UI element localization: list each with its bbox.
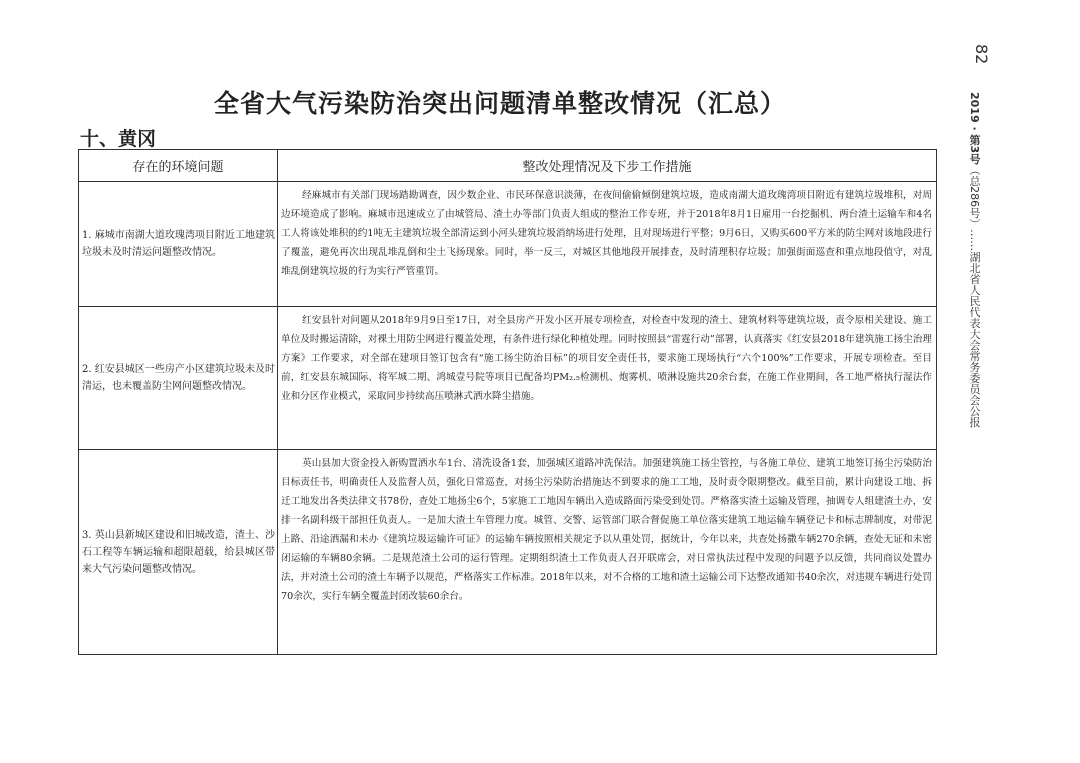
leader-dots: …… — [968, 229, 981, 252]
page-number: 82 — [972, 44, 991, 65]
measure-text: 英山县加大资金投入新购置洒水车1台、清洗设备1套，加强城区道路冲洗保洁。加强建筑施工扬尘管控，与各施工单位、建筑工地签订扬尘污染防治目标责任书，明确责任人及监督人员，强化日常巡查，对扬尘污染防治措施达不到要求的施工工地，及时责令限期整改。截至目前，累计向建设工地、拆迁工地发出各类法律文书78份，查处工地扬尘6个，5家施工工地因车辆出入造成路面污染受到处罚。严格落实渣土运输及管理，抽调专人组建渣土办，安排一名副科级干部担任负责人。一是加大渣土车管理力度。城管、交警、运管部门联合督促施工单位落实建筑工地运输车辆登记卡和标志牌制度，对带泥上路、沿途洒漏和未办《建筑垃圾运输许可证》的运输车辆按照相关规定予以从重处罚，据统计，今年以来，共查处扬撒车辆270余辆，查处无证和未密闭运输的车辆80余辆。二是规范渣土公司的运行管理。定期组织渣土工作负责人召开联席会，对日常执法过程中发现的问题予以反馈，共同商议处置办法，并对渣土公司的渣土车辆予以规范，严格落实工作标准。2018年以来，对不合格的工地和渣土运输公司下达整改通知书40余次，对违规车辆进行处罚70余次，实行车辆全覆盖封闭改装60余台。 — [281, 458, 932, 602]
measure-cell — [278, 307, 937, 450]
issue-label: 2019 · 第3号 — [968, 92, 981, 165]
header-measure: 整改处理情况及下步工作措施 — [278, 150, 937, 182]
issue-cell: 2. 红安县城区一些房产小区建筑垃圾未及时清运，也未覆盖防尘网问题整改情况。 — [79, 307, 278, 450]
table-header-row — [79, 150, 937, 182]
issue-total: （总286号） — [968, 164, 981, 230]
measure-cell — [278, 450, 937, 655]
table-row — [79, 182, 937, 307]
section-heading: 十、黄冈 — [80, 128, 157, 150]
issues-table — [78, 149, 937, 655]
header-issue: 存在的环境问题 — [79, 150, 278, 182]
measure-cell — [278, 182, 937, 307]
journal-name: 湖北省人民代表大会常务委员会公报 — [968, 251, 981, 428]
measure-text: 经麻城市有关部门现场踏勘调查，因少数企业、市民环保意识淡薄，在夜间偷偷倾倒建筑垃圾，造成南湖大道玫瑰湾项目附近有建筑垃圾堆积，对周边环境造成了影响。麻城市迅速成立了由城管局、渣土办等部门负责人组成的整治工作专班，并于2018年8月1日雇用一台挖掘机、两台渣土运输车和4名工人将该处堆积的约1吨无主建筑垃圾全部清运到小河头建筑垃圾消纳场进行处理，且对现场进行平整；9月6日，又购买600平方米的防尘网对该地段进行了覆盖，避免再次出现乱堆乱倒和尘土飞扬现象。同时，举一反三，对城区其他地段开展排查，及时清理积存垃圾；加强街面巡查和重点地段值守，对乱堆乱倒建筑垃圾的行为实行严管重罚。 — [281, 190, 932, 277]
journal-sidebar — [966, 92, 982, 427]
issue-cell: 1. 麻城市南湖大道玫瑰湾项目附近工地建筑垃圾未及时清运问题整改情况。 — [79, 182, 278, 307]
issue-cell: 3. 英山县新城区建设和旧城改造，渣土、沙石工程等车辆运输和超限超载，给县城区带来大气污染问题整改情况。 — [79, 450, 278, 655]
measure-text: 红安县针对问题从2018年9月9日至17日，对全县房产开发小区开展专项检查，对检查中发现的渣土、建筑材料等建筑垃圾，责令原相关建设、施工单位及时搬运清除，对裸土用防尘网进行覆盖处理，有条件进行绿化种植处理。同时按照县“雷霆行动”部署，认真落实《红安县2018年建筑施工扬尘治理方案》工作要求，对全部在建项目签订包含有“施工扬尘防治目标”的项目安全责任书，要求施工现场执行“六个100%”工作要求，开展专项检查。至目前，红安县东城国际、将军城二期、鸿城壹号院等项目已配备均PM₂.₅检测机、炮雾机、喷淋设施共20余台套，在施工作业期间，各工地严格执行湿法作业和分区作业模式，采取同步持续高压喷淋式洒水降尘措施。 — [281, 315, 932, 402]
table-row — [79, 307, 937, 450]
table-row — [79, 450, 937, 655]
page-title: 全省大气污染防治突出问题清单整改情况（汇总） — [213, 89, 786, 118]
